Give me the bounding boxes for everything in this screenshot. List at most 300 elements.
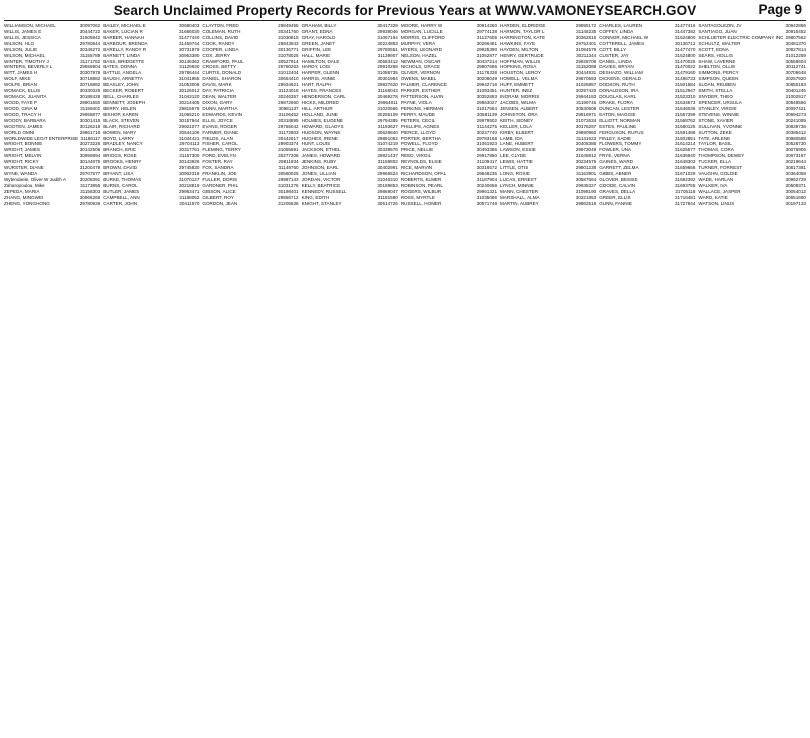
property-id: 29807665 <box>476 64 498 70</box>
owner-name: HAMILTON, DALE <box>301 58 340 64</box>
property-id: 31512947 <box>674 88 696 94</box>
property-id: 30307979 <box>79 70 101 76</box>
property-id: 29815578 <box>178 105 200 111</box>
property-id: 30352893 <box>476 94 498 100</box>
owner-name: DODSON, RUTH <box>599 82 635 88</box>
property-record-row <box>500 201 596 207</box>
owner-name: HART, RALPH <box>301 82 332 88</box>
owner-name: RICE, MARVIN <box>400 165 433 171</box>
owner-name: HILL, ARTHUR <box>301 105 333 111</box>
owner-name: ZHANG, MINGWEI <box>4 194 44 200</box>
owner-name: GRAY, HAROLD <box>301 34 336 40</box>
owner-name: ELLIOTT, NORMAN <box>599 117 641 123</box>
owner-name: COTTERELL, JAMES <box>599 40 645 46</box>
listing-column <box>4 23 100 735</box>
property-id: 31205538 <box>278 200 299 206</box>
owner-name: GIBBS, ABNER <box>599 171 632 177</box>
owner-name: THOMPSON, DEWEY <box>698 153 745 159</box>
listing-column <box>401 23 497 735</box>
property-id: 30401245 <box>785 88 806 94</box>
owner-name: FOSTER, RAY <box>202 159 233 165</box>
property-id: 31568762 <box>674 117 696 123</box>
property-id: 31186117 <box>80 135 101 141</box>
property-id: 31546036 <box>674 105 696 111</box>
owner-name: FIELDS, ALAN <box>202 135 233 141</box>
property-id: 31159401 <box>80 105 101 111</box>
property-record-row <box>202 201 298 207</box>
property-id: 30526730 <box>785 141 806 147</box>
owner-name: POWELL, FLOYD <box>400 141 438 147</box>
property-id: 30385412 <box>785 129 806 135</box>
property-id: 31078025 <box>278 52 299 58</box>
owner-name: ROBINSON, PEARL <box>400 182 443 188</box>
page-number: Page 9 <box>758 2 802 17</box>
owner-name: DAY, PATRICIA <box>202 88 234 94</box>
property-id: 30297420 <box>575 88 597 94</box>
property-id: 29910268 <box>377 64 398 70</box>
owner-name: HOLLAND, JUNE <box>301 111 338 117</box>
property-id: 30143926 <box>178 159 200 165</box>
owner-name: WRIGHT, BONNIE <box>4 141 43 147</box>
owner-name: BENNETT, JOSEPH <box>103 99 146 105</box>
property-id: 31671029 <box>674 171 696 177</box>
owner-name: WINTERS, BEVERLY L <box>4 64 53 70</box>
owner-name: Wytendaele, Oliver W Judith A <box>4 176 66 182</box>
owner-name: LAWSON, ESSIE <box>500 147 536 153</box>
property-id: 31072634 <box>575 117 597 123</box>
owner-name: FARMER, DIANE <box>202 129 239 135</box>
owner-name: KENNEDY, RUSSELL <box>301 188 347 194</box>
owner-name: HOLMES, EUGENE <box>301 117 343 123</box>
owner-name: WURSTER, DIANE <box>4 165 44 171</box>
owner-name: DUNN, MARTHA <box>202 105 238 111</box>
property-id: 30560025 <box>278 171 299 177</box>
property-id: 31523310 <box>674 94 696 100</box>
owner-name: SCOTT, EDNA <box>698 46 729 52</box>
property-id: 29811934 <box>278 159 299 165</box>
property-id: 31127605 <box>476 34 498 40</box>
property-id: 30855183 <box>785 82 806 88</box>
owner-name: PETERS, CECIL <box>400 117 436 123</box>
property-id: 31172803 <box>278 129 299 135</box>
owner-name: GUNN, FANNIE <box>599 200 632 206</box>
property-id: 30341760 <box>278 28 299 34</box>
owner-name: GREEN, JANET <box>301 40 336 46</box>
property-id: 30411570 <box>179 200 200 206</box>
owner-name: HUGHES, IRENE <box>301 135 338 141</box>
property-id: 31124018 <box>278 88 299 94</box>
owner-name: BLACK, STEVEN <box>103 117 140 123</box>
property-id: 29890960 <box>575 129 597 135</box>
property-id: 30246357 <box>278 94 299 100</box>
owner-name: DUNCAN, LESTER <box>599 105 640 111</box>
property-id: 29816971 <box>575 111 597 117</box>
owner-name: BOWEN, MARY <box>103 129 137 135</box>
property-id: 29963471 <box>178 188 200 194</box>
owner-name: DANIEL, SHARON <box>202 76 242 82</box>
property-id: 30255109 <box>377 111 398 117</box>
property-id: 29942716 <box>476 82 498 88</box>
owner-name: PATTERSON, ALVIN <box>400 94 444 100</box>
property-id: 30339576 <box>377 147 398 153</box>
owner-name: LONG, ROXIE <box>500 171 530 177</box>
property-id: 30654410 <box>278 76 299 82</box>
owner-name: FISHER, CAROL <box>202 141 238 147</box>
property-id: 29872660 <box>278 99 299 105</box>
property-id: 30234575 <box>575 159 597 165</box>
property-id: 31098190 <box>575 188 597 194</box>
owner-name: COOK, RANDY <box>202 40 235 46</box>
property-id: 29895172 <box>575 23 597 28</box>
owner-name: HENRY, GERTRUDE <box>500 52 544 58</box>
owner-name: WARD, KATIE <box>698 194 728 200</box>
owner-name: BEASLEY, JOHN <box>103 82 139 88</box>
property-id: 29869047 <box>377 188 398 194</box>
property-id: 31106452 <box>278 111 299 117</box>
property-id: 29786444 <box>178 70 200 76</box>
owner-name: GREER, ELLIS <box>599 194 631 200</box>
owner-name: CURTIS, DONALD <box>202 70 242 76</box>
owner-name: PARKER, ESTHER <box>400 88 441 94</box>
owner-name: EVANS, ROGER <box>202 123 238 129</box>
property-id: 31181590 <box>377 194 398 200</box>
property-id: 31026857 <box>575 82 597 88</box>
property-id: 31166043 <box>377 88 398 94</box>
owner-name: WOLFE, BRIAN <box>4 82 37 88</box>
property-id: 30469278 <box>377 94 398 100</box>
property-id: 30318895 <box>278 117 299 123</box>
owner-name: SIMPSON, QUEEN <box>698 76 739 82</box>
property-id: 30402991 <box>377 165 398 171</box>
owner-name: LEE, CLYDE <box>500 153 527 159</box>
property-id: 29780928 <box>79 200 101 206</box>
owner-name: DOUGLAS, KARL <box>599 94 637 100</box>
property-id: 30175297 <box>575 123 597 129</box>
property-id: 29958877 <box>79 111 101 117</box>
owner-name: FINLEY, SADIE <box>599 135 632 141</box>
owner-name: LANE, HUBERT <box>500 141 534 147</box>
property-id: 30218819 <box>178 182 200 188</box>
owner-name: WADE, HARLAN <box>698 176 734 182</box>
property-record-row <box>4 201 100 207</box>
owner-name: DESHAZO, WILLIAM <box>599 70 643 76</box>
owner-name: MORGAN, LUCILLE <box>400 28 443 34</box>
property-id: 29807562 <box>785 34 806 40</box>
property-id: 29903374 <box>278 141 299 147</box>
owner-name: BARBER, HANNAH <box>103 34 145 40</box>
owner-name: PHILLIPS, AGNES <box>400 123 440 129</box>
property-id: 29928706 <box>575 58 597 64</box>
property-id: 30437214 <box>476 58 498 64</box>
owner-name: DAVIES, BRYAN <box>599 64 634 70</box>
property-id: 29745830 <box>178 165 200 171</box>
property-id: 31591488 <box>674 129 696 135</box>
listing-column <box>202 23 298 735</box>
owner-name: BARNETT, LINDA <box>103 52 141 58</box>
owner-name: SPENCER, URSULA <box>698 99 742 105</box>
property-id: 30362816 <box>575 34 597 40</box>
owner-name: ELLIS, JOYCE <box>202 117 233 123</box>
property-id: 29556904 <box>79 64 101 70</box>
owner-name: WOOD, TRACY H <box>4 111 42 117</box>
owner-name: TAYLOR, BASIL <box>698 141 732 147</box>
property-record-row <box>302 201 398 207</box>
owner-name: KING, EDITH <box>301 194 330 200</box>
owner-name: WILSON, HLO <box>4 40 35 46</box>
owner-name: MOORE, HARRY W <box>400 23 443 28</box>
owner-name: DAVIS, MARK <box>202 82 232 88</box>
owner-name: FLOWERS, TOMMY <box>599 141 642 147</box>
property-id: 30208391 <box>79 176 101 182</box>
property-id: 30346272 <box>79 46 101 52</box>
property-id: 30718882 <box>79 76 101 82</box>
property-id: 31020566 <box>377 105 398 111</box>
owner-name: DANIEL, LINDA <box>599 58 632 64</box>
property-id: 30581139 <box>476 111 498 117</box>
owner-name: ROSS, MYRTLE <box>400 194 435 200</box>
owner-name: KELLY, BEATRICE <box>301 182 341 188</box>
owner-name: STONE, XAVIER <box>698 117 734 123</box>
owner-name: HOWARD, GLADYS <box>301 123 344 129</box>
property-id: 30142506 <box>79 147 101 153</box>
property-id: 30144875 <box>79 159 101 165</box>
owner-name: LEWIS, HATTIE <box>500 159 533 165</box>
property-id: 30241089 <box>785 117 806 123</box>
owner-name: STANLEY, VIRGIE <box>698 105 737 111</box>
owner-name: MORRIS, CLIFFORD <box>400 34 445 40</box>
property-id: 30075906 <box>785 147 806 153</box>
owner-name: WORLD OMNI <box>4 129 35 135</box>
owner-name: STEVENS, WINNIE <box>698 111 740 117</box>
property-id: 31659666 <box>674 165 696 171</box>
owner-name: SANTAGOLEZIN, JV <box>698 23 742 28</box>
property-id: 29780844 <box>79 40 101 46</box>
property-id: 30146362 <box>178 58 200 64</box>
property-id: 30364058 <box>785 171 806 177</box>
owner-name: BATES, DONNA <box>103 64 138 70</box>
owner-name: BROOKS, HENRY <box>103 159 142 165</box>
listing-column <box>698 23 806 735</box>
property-id: 31176338 <box>476 70 498 76</box>
property-id: 30227740 <box>476 129 498 135</box>
owner-name: CONNOR, MICHAEL W <box>599 34 649 40</box>
property-id: 29863027 <box>476 99 498 105</box>
owner-name: TURNER, FORREST <box>698 165 743 171</box>
owner-name: BAILEY, MICHAEL E <box>103 23 146 28</box>
owner-name: GIBSON, ALICE <box>202 188 236 194</box>
owner-name: WRIGHT, MELVIN <box>4 153 42 159</box>
property-id: 31157300 <box>179 153 200 159</box>
owner-name: BLAIR, RICHARD <box>103 123 140 129</box>
owner-name: FRANKLIN, JOE <box>202 171 237 177</box>
owner-name: SCHULTZ, WALTER <box>698 40 741 46</box>
property-id: 29750263 <box>278 64 299 70</box>
owner-name: HAYDEN, MILTON <box>500 46 539 52</box>
property-id: 31052877 <box>476 52 498 58</box>
property-id: 29979502 <box>476 117 498 123</box>
owner-name: FLEMING, TERRY <box>202 147 241 153</box>
property-id: 30583412 <box>377 58 398 64</box>
owner-name: BELL, CHARLES <box>103 94 139 100</box>
owner-name: WOOD, FAYE P <box>4 99 38 105</box>
property-id: 29774138 <box>476 28 498 34</box>
property-id: 31070127 <box>178 176 200 182</box>
owner-name: JACOBS, WILMA <box>500 99 537 105</box>
owner-name: WILSON, JULIE <box>4 46 38 52</box>
property-id: 30273226 <box>79 141 101 147</box>
property-id: 29921077 <box>178 123 200 129</box>
property-id: 31155789 <box>80 52 101 58</box>
owner-name: BRANCH, ERIC <box>103 147 137 153</box>
property-id: 31043120 <box>178 94 200 100</box>
property-id: 30330325 <box>79 88 101 94</box>
property-id: 31035086 <box>476 194 498 200</box>
property-id: 30548556 <box>785 99 806 105</box>
property-id: 31534673 <box>674 99 696 105</box>
property-id: 29801238 <box>575 165 597 171</box>
property-id: 29862516 <box>575 200 597 206</box>
property-id: 31459744 <box>178 40 200 46</box>
property-id: 30157844 <box>178 117 200 123</box>
owner-name: SHELTON, OLLIE <box>698 64 736 70</box>
owner-name: DEAN, WALTER <box>202 94 237 100</box>
property-id: 31046310 <box>377 176 398 182</box>
property-id: 31144275 <box>476 123 498 129</box>
property-id: 30126012 <box>178 88 200 94</box>
owner-name: WALKER, IVA <box>698 182 728 188</box>
owner-name: WILSON, MICHAEL <box>4 52 46 58</box>
owner-name: JAMES, HOWARD <box>301 153 341 159</box>
property-id: 30587664 <box>575 176 597 182</box>
property-id: 30914260 <box>476 23 498 28</box>
property-id: 31648303 <box>674 159 696 165</box>
owner-name: NEWMAN, OSCAR <box>400 58 441 64</box>
property-id: 31158802 <box>377 159 398 165</box>
owner-name: BROWN, DAVID <box>103 165 138 171</box>
property-id: 31199746 <box>576 99 597 105</box>
owner-name: JORDAN, VICTOR <box>301 176 341 182</box>
property-id: 30097421 <box>785 105 806 111</box>
owner-name: NICHOLS, GRACE <box>400 64 441 70</box>
owner-name: LAMB, IDA <box>500 135 523 141</box>
owner-name: KELLER, LOLA <box>500 123 532 129</box>
owner-name: BURKE, THOMAS <box>103 176 142 182</box>
owner-name: SNYDER, THEO <box>698 94 733 100</box>
owner-name: SHAW, LAVERNE <box>698 58 736 64</box>
owner-name: LYNCH, MINNIE <box>500 182 534 188</box>
owner-name: CUSTER, JAY <box>599 52 629 58</box>
owner-name: GARDNER, PHIL <box>202 182 239 188</box>
property-id: 29821437 <box>377 153 398 159</box>
owner-name: BARELLY, RANDY R <box>103 46 147 52</box>
owner-name: HARPER, GLENN <box>301 70 340 76</box>
owner-name: COX, JERRY <box>202 52 230 58</box>
property-id: 30301954 <box>377 76 398 82</box>
owner-name: JACKSON, ETHEL <box>301 147 341 153</box>
owner-name: KIRBY, ELBERT <box>500 129 534 135</box>
property-id: 29891052 <box>377 135 398 141</box>
owner-name: PALMER, CLARENCE <box>400 82 447 88</box>
owner-name: SANTIAGO, JUAN <box>698 28 737 34</box>
property-id: 30980588 <box>785 135 806 141</box>
owner-name: WOOTEN, JAMES <box>4 123 43 129</box>
owner-name: LITTLE, OTIS <box>500 165 529 171</box>
listing-column <box>599 23 695 735</box>
owner-name: FORD, EVELYN <box>202 153 236 159</box>
property-id: 31152068 <box>576 64 597 70</box>
owner-name: FERGUSON, RUFUS <box>599 129 644 135</box>
owner-name: THOMAS, CORA <box>698 147 734 153</box>
owner-name: OLIVER, VERNON <box>400 70 440 76</box>
property-id: 30544106 <box>178 129 200 135</box>
property-id: 30628840 <box>377 129 398 135</box>
property-id: 30317761 <box>178 147 200 153</box>
property-id: 31129930 <box>179 64 200 70</box>
property-id: 31602851 <box>674 135 696 141</box>
property-id: 30316572 <box>476 165 498 171</box>
property-id: 31470022 <box>674 64 696 70</box>
property-id: 30527914 <box>278 58 299 64</box>
property-id: 31200479 <box>79 165 101 171</box>
property-id: 31012404 <box>278 70 299 76</box>
property-id: 30530508 <box>575 105 597 111</box>
owner-name: CARTER, JOHN <box>103 200 138 206</box>
owner-name: DRAKE, FLORA <box>599 99 633 105</box>
owner-name: MARTIN, AUBREY <box>500 200 539 206</box>
owner-name: WOMACK, ELLIS <box>4 88 41 94</box>
property-id: 29925390 <box>476 46 498 52</box>
listing-column <box>103 23 199 735</box>
owner-name: DONALDSON, IRA <box>599 88 639 94</box>
owner-name: ROBERTS, ELMER <box>400 176 442 182</box>
property-record-row <box>599 201 695 207</box>
owner-name: SEARS, HOLLIS <box>698 52 733 58</box>
property-id: 31479160 <box>674 70 696 76</box>
property-id: 29704113 <box>179 141 200 147</box>
property-id: 31705118 <box>675 188 696 194</box>
property-id: 29707577 <box>79 171 101 177</box>
property-id: 29901650 <box>79 99 101 105</box>
property-id: 31173856 <box>80 182 101 188</box>
property-id: 30219644 <box>785 159 806 165</box>
property-id: 31017684 <box>476 105 498 111</box>
owner-name: SLOAN, REUBEN <box>698 82 736 88</box>
property-id: 30224863 <box>377 40 398 46</box>
property-id: 31193627 <box>377 123 398 129</box>
owner-name: TUCKER, ELLA <box>698 159 732 165</box>
property-id: 31088735 <box>377 70 398 76</box>
property-id: 29935327 <box>575 182 597 188</box>
property-id: 29966524 <box>377 171 398 177</box>
property-id: 29848235 <box>476 171 498 177</box>
property-id: 29752401 <box>575 40 597 46</box>
property-id: 31557399 <box>674 111 696 117</box>
property-id: 29856712 <box>278 194 299 200</box>
owner-name: GORDON, JEAN <box>202 200 238 206</box>
property-id: 30680403 <box>178 23 200 28</box>
property-record-row <box>103 201 199 207</box>
owner-name: BISHOP, KAREN <box>103 111 139 117</box>
property-id: 31188052 <box>179 194 200 200</box>
owner-name: HUNTER, INEZ <box>500 88 533 94</box>
property-id: 30731979 <box>178 46 200 52</box>
owner-name: HAYES, FRANCES <box>301 88 342 94</box>
owner-name: BRYANT, LISA <box>103 171 134 177</box>
property-id: 31163901 <box>576 171 597 177</box>
owner-name: HOUSTON, LEROY <box>500 70 542 76</box>
owner-name: GLOVER, BESSIE <box>599 176 638 182</box>
property-id: 31041955 <box>178 76 200 82</box>
